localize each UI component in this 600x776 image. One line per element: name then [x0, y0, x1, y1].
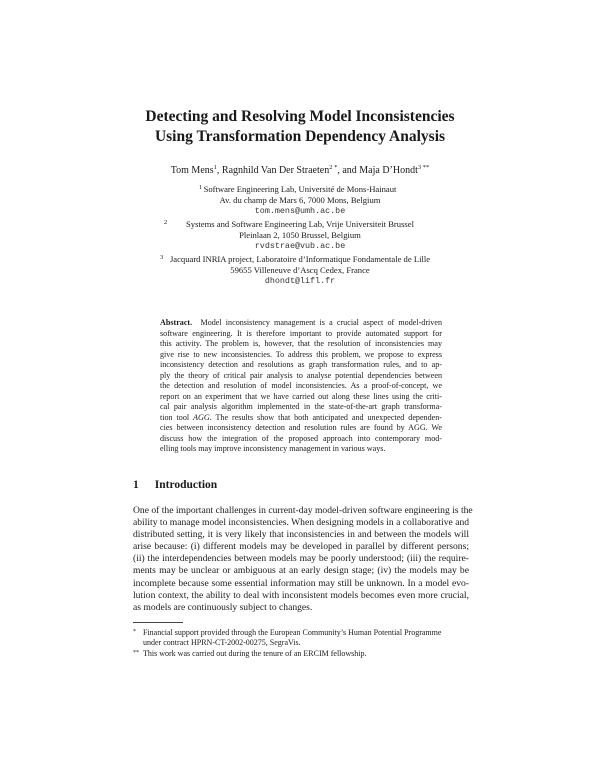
affiliation-2	[120, 219, 480, 253]
author-name: Ragnhild Van Der Straeten	[221, 165, 330, 176]
body-line: distributed setting, it is very likely that inconsistencies in and between the models will	[133, 529, 469, 541]
author-name: and Maja D’Hondt	[342, 165, 418, 176]
abstract-line: . The results show that both anticipated and unexpected dependen-	[209, 412, 442, 422]
abstract-line: report on an experiment that we have carried out along these lines using the criti-	[160, 391, 442, 401]
affiliation-email[interactable]: tom.mens@umh.ac.be	[254, 206, 346, 217]
abstract-line: this activity. The problem is, however, that the resolution of inconsistencies may	[160, 339, 442, 348]
body-line: as models are continuously subject to changes.	[133, 601, 313, 613]
abstract-line: the detection and resolution of model inconsistencies. As a proof-of-concept, we	[160, 381, 442, 390]
affiliation-line: Systems and Software Engineering Lab, Vrije Universiteit Brussel	[186, 219, 414, 229]
footnote-line: under contract HPRN-CT-2002-00275, SegraVis.	[143, 638, 301, 648]
affiliation-line: 59655 Villeneuve d’Ascq Cedex, France	[230, 265, 370, 276]
footnote	[133, 649, 469, 659]
affiliation-number: 2	[164, 219, 168, 226]
abstract-tool-name: AGG	[193, 412, 210, 422]
author-sup: 3 **	[417, 164, 430, 171]
body-line: (ii) the interdependencies between models may be poorly understood; (iii) the require-	[133, 553, 469, 565]
affiliation-number: 3	[160, 254, 164, 261]
affiliation-line: Software Engineering Lab, Université de Mons-Hainaut	[203, 184, 397, 194]
abstract-line: give rise to new inconsistencies. To address this problem, we propose to express	[160, 349, 442, 359]
affiliation-email[interactable]: rvdstrae@vub.ac.be	[254, 241, 346, 252]
affiliation-line: Jacquard INRIA project, Laboratoire d’Informatique Fondamentale de Lille	[169, 254, 431, 264]
author-list: Tom Mens$^1$, Ragnhild Van Der Straeten$^{2 *}$, and Maja D’Hondt$^{3 **}$	[170, 164, 430, 176]
section-title: Introduction	[154, 479, 218, 491]
abstract	[160, 318, 442, 455]
title-line-2: Using Transformation Dependency Analysis	[154, 128, 446, 145]
abstract-line: discuss how the integration of the proposed approach into contemporary mod-	[160, 433, 442, 443]
abstract-line: elling tools may improve inconsistency management in various ways.	[160, 444, 386, 453]
body-line: One of the important challenges in current-day model-driven software engineering is the	[133, 505, 473, 516]
affiliation-line: Pleinlaan 2, 1050 Brussel, Belgium	[239, 230, 361, 241]
body-line: ability to manage model inconsistencies. When designing models in a collaborative and	[133, 517, 470, 529]
affiliation-line: Av. du champ de Mars 6, 7000 Mons, Belgium	[219, 195, 381, 206]
body-line: arise because: (i) different models may be developed in parallel by different persons;	[133, 541, 469, 553]
abstract-line: ply the theory of critical pair analysis to analyse potential dependencies between	[160, 370, 442, 380]
abstract-line: Model inconsistency management is a crucial aspect of model-driven	[200, 318, 442, 327]
footnote-line: This work was carried out during the tenure of an ERCIM fellowship.	[143, 648, 367, 658]
footnote-mark: **	[133, 649, 139, 656]
footnote	[133, 628, 469, 649]
author-sup: 2 *	[329, 164, 338, 171]
abstract-label: Abstract.	[160, 318, 193, 327]
abstract-line: inconsistency detection and resolutions as graph transformation rules, and to ap-	[160, 360, 442, 369]
paper-title	[100, 107, 500, 147]
abstract-line: software engineering. It is therefore important to provide automated support for	[160, 328, 442, 338]
footnote-line: Financial support provided through the European Community’s Human Potential Programme	[143, 628, 442, 637]
body-line: lution context, the ability to deal with inconsistent models becomes even more crucial,	[133, 589, 469, 601]
section-heading	[133, 479, 217, 491]
affiliation-email[interactable]: dhondt@lifl.fr	[264, 276, 336, 287]
section-number: 1	[133, 479, 139, 491]
affiliation-number: 1	[199, 184, 203, 191]
footnote-mark: *	[133, 629, 136, 635]
body-paragraph	[133, 505, 473, 614]
body-line: incomplete because some essential information may still be unknown. In a model evo-	[133, 577, 469, 589]
author-name: Tom Mens	[170, 165, 214, 176]
title-line-1: Detecting and Resolving Model Inconsistencies	[145, 108, 455, 125]
abstract-line: tion tool	[160, 412, 190, 422]
abstract-line: cal pair analysis algorithm implemented in the state-of-the-art graph transforma-	[160, 402, 442, 411]
abstract-line: cies between inconsistency detection and resolution rules are found by AGG. We	[160, 423, 442, 432]
body-line: ments may be unclear or ambiguous at an early design stage; (iv) the models may be	[133, 565, 469, 577]
affiliation-1	[120, 184, 480, 218]
footnotes	[133, 628, 469, 659]
author-sup: 1	[213, 164, 217, 171]
affiliation-3	[120, 254, 480, 288]
footnote-rule	[133, 622, 183, 623]
